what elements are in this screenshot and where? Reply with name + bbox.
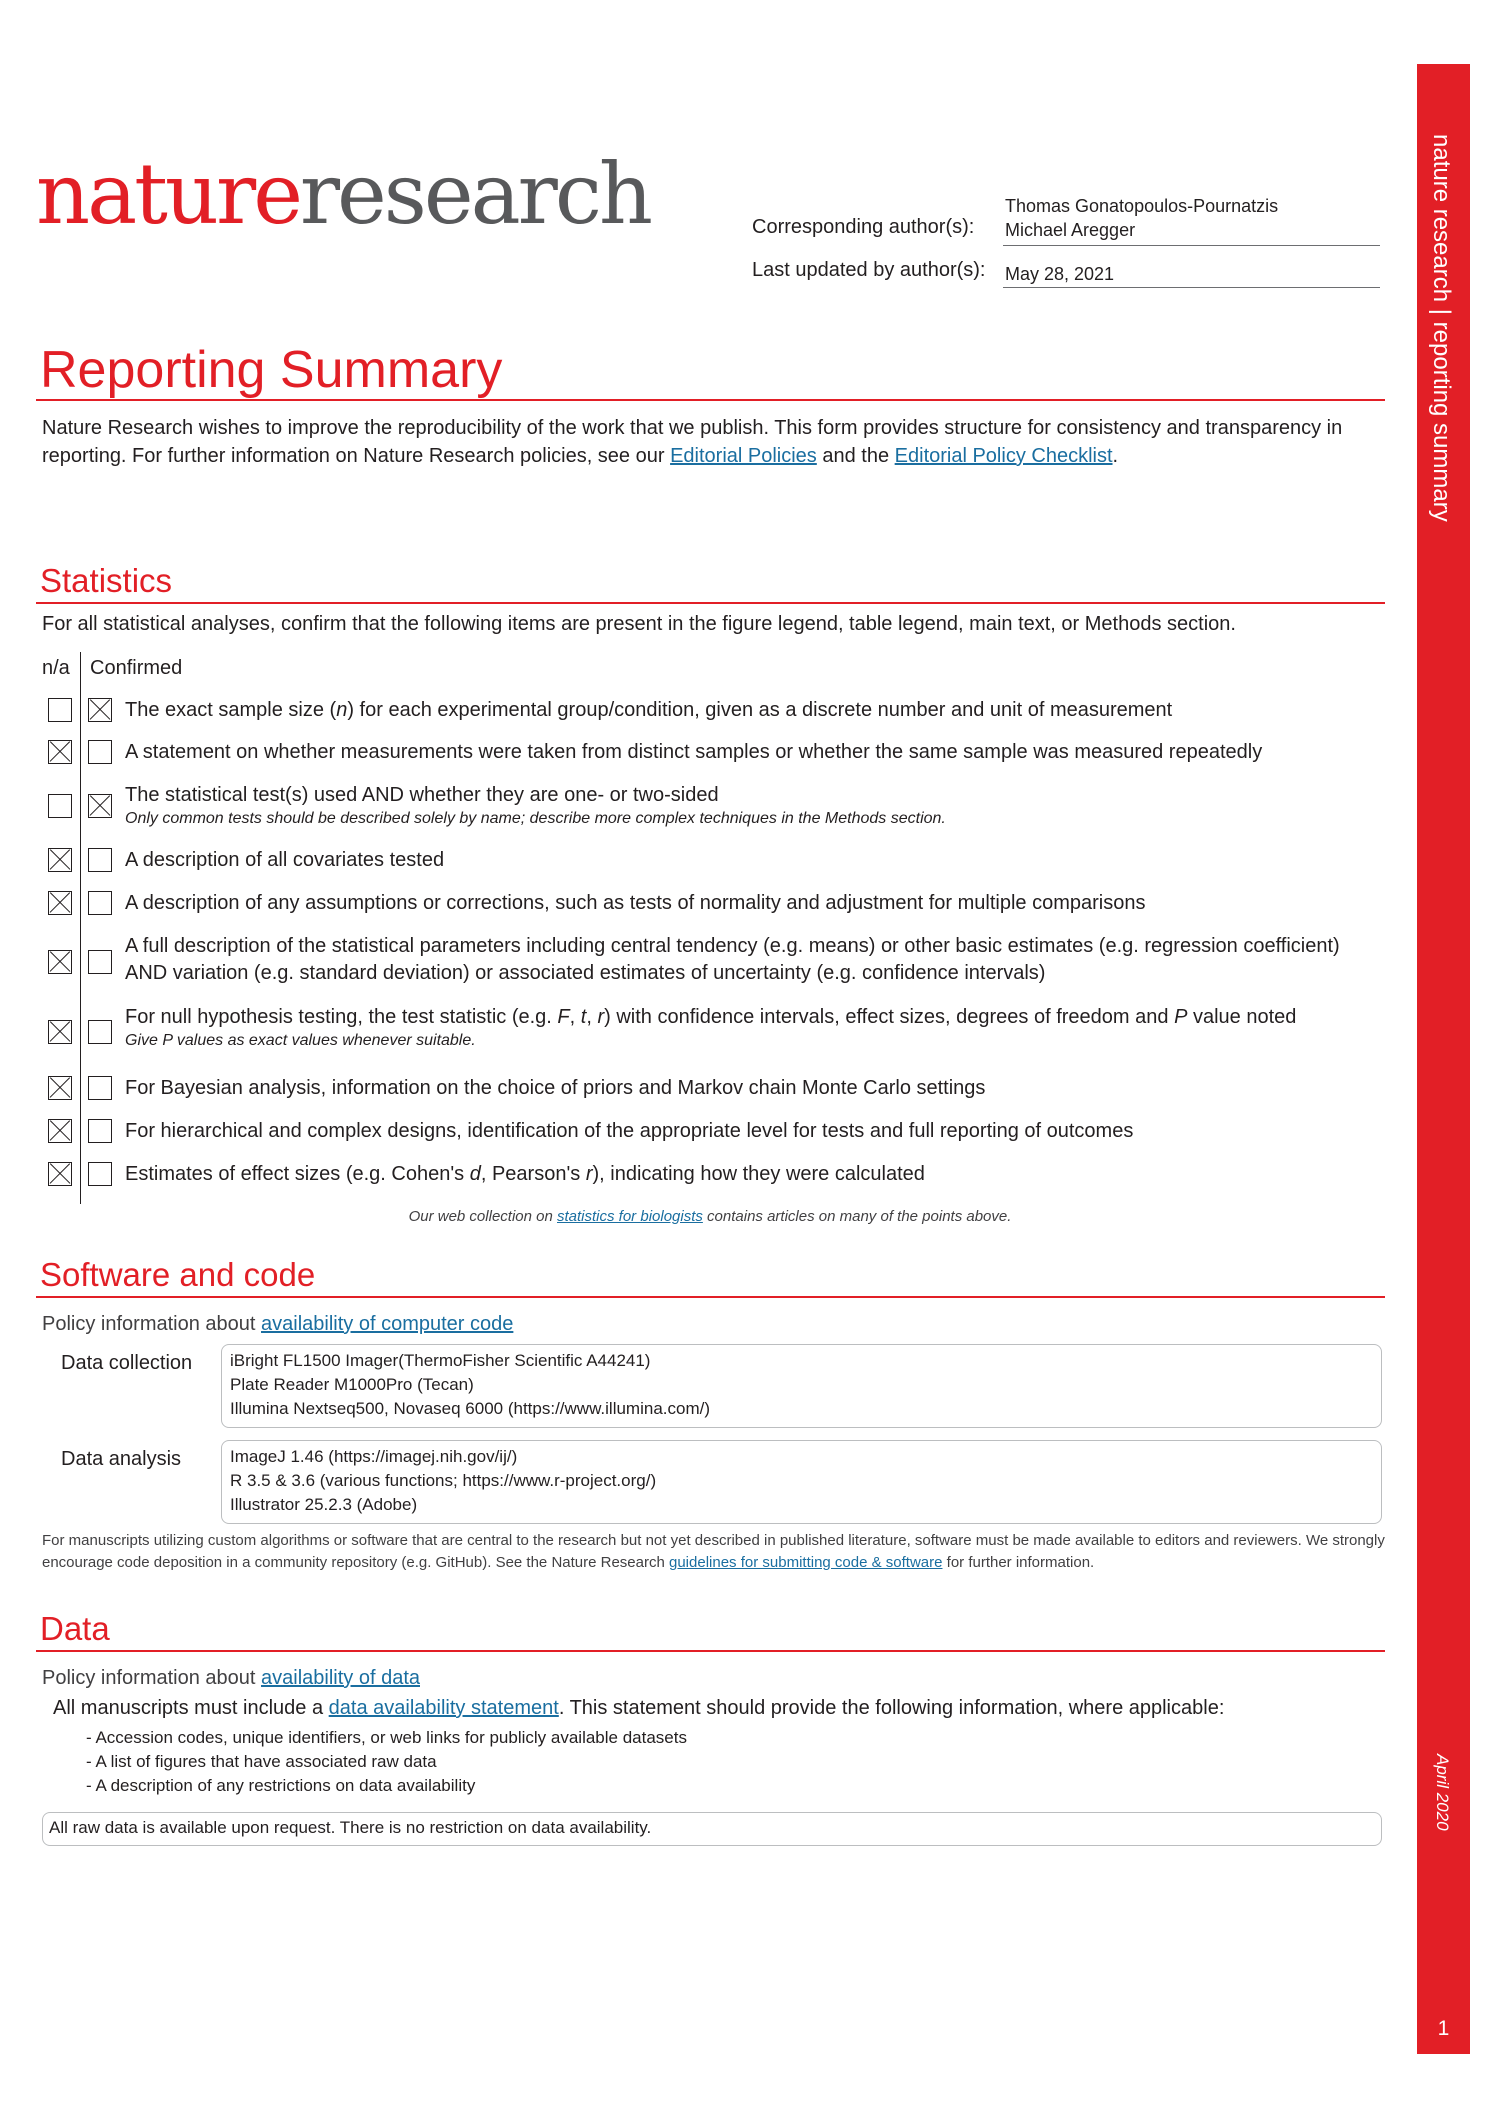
code-guidelines-link[interactable]: guidelines for submitting code & software [669,1554,943,1571]
band-title: nature research | reporting summary [1428,134,1455,522]
data-availability-field[interactable]: All raw data is available upon request. There is no restriction on data availability. [42,1812,1382,1846]
corresponding-author-label: Corresponding author(s): [752,216,975,238]
data-policy-line: Policy information about availability of data [42,1667,420,1689]
checklist-item-text: A statement on whether measurements were taken from distinct samples or whether the same sample was measured repeatedly [125,741,1263,763]
na-checkbox[interactable] [48,848,72,872]
software-section-title: Software and code [40,1256,316,1293]
data-rule [36,1650,1385,1652]
data-availability-statement-link[interactable]: data availability statement [328,1697,559,1719]
checklist-item-text: A description of all covariates tested [125,849,445,871]
na-checkbox[interactable] [48,950,72,974]
confirmed-checkbox[interactable] [88,1076,112,1100]
checklist-item [0,740,1400,770]
confirmed-checkbox[interactable] [88,740,112,764]
intro-paragraph: Nature Research wishes to improve the reproducibility of the work that we publish. This form provides structure for consistency and transparency in reporting. For further information on Nature Research policies, see our Editorial Policies and the Editorial Policy Checklist. [42,417,1343,467]
confirmed-checkbox[interactable] [88,848,112,872]
data-section-title: Data [40,1610,110,1647]
confirmed-column-header: Confirmed [90,657,183,679]
checklist-item-text: For hierarchical and complex designs, identification of the appropriate level for tests and full reporting of outcomes [125,1120,1134,1142]
checklist-item [0,1162,1400,1192]
checklist-item-text: The statistical test(s) used AND whether they are one- or two-sided Only common tests should be described solely by name; describe more complex techniques in the Methods section. [125,782,1385,829]
code-policy-line: Policy information about availability of computer code [42,1313,514,1335]
statistics-lead: For all statistical analyses, confirm that the following items are present in the figure legend, table legend, main text, or Methods section. [42,613,1236,635]
author-field-underline [1003,245,1380,246]
checklist-item [0,1006,1400,1070]
software-footnote: For manuscripts utilizing custom algorithms or software that are central to the research but not yet described in published literature, software must be made available to editors and reviewers. We strongly encourage code deposition in a community repository (e.g. GitHub). See the Nature Research guidelines for submitting code & software for further information. [42,1532,1385,1571]
na-checkbox[interactable] [48,794,72,818]
checklist-item [0,1076,1400,1106]
na-checkbox[interactable] [48,740,72,764]
software-rule [36,1296,1385,1298]
page-number: 1 [1437,2017,1450,2040]
statistics-rule [36,602,1385,604]
checklist-item-note: Give P values as exact values whenever suitable. [125,1032,476,1049]
data-availability-instruction: All manuscripts must include a data availability statement. This statement should provide the following information, where applicable: [53,1697,1225,1719]
author-name-2: Michael Aregger [1005,220,1136,240]
confirmed-checkbox[interactable] [88,1119,112,1143]
availability-of-data-link[interactable]: availability of data [261,1667,420,1689]
checklist-item-text: A description of any assumptions or corrections, such as tests of normality and adjustment for multiple comparisons [125,892,1146,914]
checklist-item-note: Only common tests should be described solely by name; describe more complex techniques in the Methods section. [125,810,946,827]
statistics-for-biologists-link[interactable]: statistics for biologists [557,1208,703,1225]
side-band [1417,64,1470,2054]
data-collection-label: Data collection [61,1352,193,1374]
availability-of-computer-code-link[interactable]: availability of computer code [261,1313,514,1335]
checklist-item [0,848,1400,878]
checklist-item [0,698,1400,728]
last-updated-label: Last updated by author(s): [752,259,986,281]
checklist-item [0,1119,1400,1149]
na-checkbox[interactable] [48,1020,72,1044]
na-column-header: n/a [42,657,70,679]
data-analysis-label: Data analysis [61,1448,182,1470]
editorial-policies-link[interactable]: Editorial Policies [670,445,817,467]
date-field-underline [1003,287,1380,288]
na-checkbox[interactable] [48,698,72,722]
data-analysis-field[interactable]: ImageJ 1.46 (https://imagej.nih.gov/ij/) R 3.5 & 3.6 (various functions; https://www.r-project.org/) Illustrator 25.2.3 (Adobe) [221,1440,1382,1524]
checklist-item-text: Estimates of effect sizes (e.g. Cohen's d, Pearson's r), indicating how they were calculated [125,1163,925,1185]
band-date: April 2020 [1433,1754,1452,1831]
data-bullet: - A list of figures that have associated raw data [86,1752,437,1771]
checklist-item [0,935,1400,1006]
na-checkbox[interactable] [48,1076,72,1100]
checklist-item [0,891,1400,921]
checklist-item [0,784,1400,844]
last-updated-date: May 28, 2021 [1005,264,1115,284]
confirmed-checkbox[interactable] [88,891,112,915]
data-bullet: - Accession codes, unique identifiers, or web links for publicly available datasets [86,1728,687,1747]
statistics-section-title: Statistics [40,562,173,599]
na-checkbox[interactable] [48,1119,72,1143]
confirmed-checkbox[interactable] [88,1162,112,1186]
confirmed-checkbox[interactable] [88,950,112,974]
checklist-item-text: For null hypothesis testing, the test statistic (e.g. F, t, r) with confidence intervals, effect sizes, degrees of freedom and P value noted Give P values as exact values whenever suitable. [125,1004,1385,1051]
title-rule [36,399,1385,401]
confirmed-checkbox[interactable] [88,794,112,818]
confirmed-checkbox[interactable] [88,698,112,722]
checklist-item-text: A full description of the statistical parameters including central tendency (e.g. means) or other basic estimates (e.g. regression coefficient) AND variation (e.g. standard deviation) or associated estimates of uncertainty (e.g. confidence intervals) [125,935,1340,984]
data-bullet: - A description of any restrictions on data availability [86,1776,476,1795]
author-name-1: Thomas Gonatopoulos-Pournatzis [1005,196,1279,216]
checklist-item-text: For Bayesian analysis, information on the choice of priors and Markov chain Monte Carlo settings [125,1077,986,1099]
editorial-policy-checklist-link[interactable]: Editorial Policy Checklist [894,445,1113,467]
checklist-item-text: The exact sample size (n) for each experimental group/condition, given as a discrete number and unit of measurement [125,699,1173,721]
nature-research-logo: natureresearch [36,145,650,243]
na-checkbox[interactable] [48,891,72,915]
data-collection-field[interactable]: iBright FL1500 Imager(ThermoFisher Scientific A44241) Plate Reader M1000Pro (Tecan) Illumina Nextseq500, Novaseq 6000 (https://www.illumina.com/) [221,1344,1382,1428]
page-title: Reporting Summary [40,341,503,399]
confirmed-checkbox[interactable] [88,1020,112,1044]
na-checkbox[interactable] [48,1162,72,1186]
web-collection-note: Our web collection on statistics for biologists contains articles on many of the points above. [408,1208,1012,1225]
